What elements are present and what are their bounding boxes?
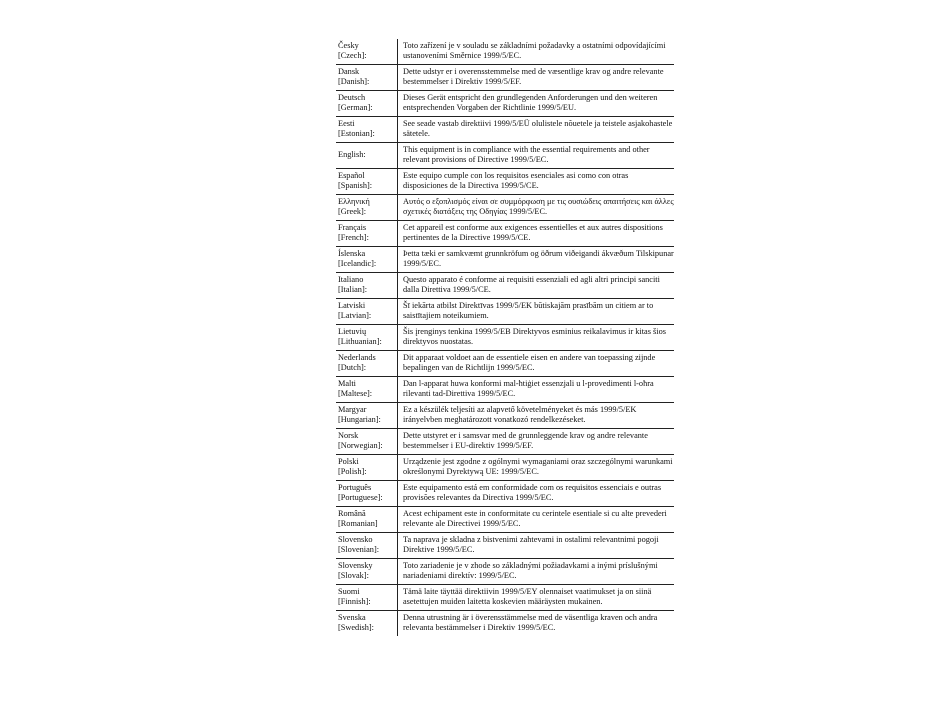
language-english-name: [French]: bbox=[338, 233, 369, 242]
declaration-text: This equipment is in compliance with the essential requirements and other relevant provisions of Directive 1999/5/EC. bbox=[398, 143, 675, 169]
language-cell bbox=[336, 273, 398, 299]
language-name: Nederlands bbox=[338, 353, 376, 362]
language-name: Français bbox=[338, 223, 367, 232]
language-english-name: [Danish]: bbox=[338, 77, 370, 86]
language-name: Norsk bbox=[338, 431, 359, 440]
language-name: Slovensko bbox=[338, 535, 373, 544]
table-row bbox=[336, 377, 674, 403]
language-cell bbox=[336, 143, 398, 169]
declaration-text: Toto zařízení je v souladu se základními požadavky a ostatními odpovídajícími ustanoveními Směrnice 1999/5/EC. bbox=[398, 39, 675, 65]
language-cell bbox=[336, 403, 398, 429]
language-name: Español bbox=[338, 171, 365, 180]
language-english-name: [Portuguese]: bbox=[338, 493, 383, 502]
language-cell bbox=[336, 247, 398, 273]
declaration-text: Αυτός ο εξοπλισμός είναι σε συμμόρφωση με τις ουσιώδεις απαιτήσεις και άλλες σχετικές διατάξεις της Οδηγίας 1999/5/EC. bbox=[398, 195, 675, 221]
language-name: Dansk bbox=[338, 67, 360, 76]
table-row bbox=[336, 117, 674, 143]
declaration-text: Tämä laite täyttää direktiivin 1999/5/EY olennaiset vaatimukset ja on siinä asetettujen muiden laitetta koskevien määräysten mukainen. bbox=[398, 585, 675, 611]
language-name: Ελληνική bbox=[338, 197, 370, 206]
language-cell bbox=[336, 195, 398, 221]
language-english-name: [Norwegian]: bbox=[338, 441, 383, 450]
language-name: English: bbox=[338, 150, 366, 159]
language-cell bbox=[336, 117, 398, 143]
language-cell bbox=[336, 559, 398, 585]
language-name: Português bbox=[338, 483, 372, 492]
declaration-text: Toto zariadenie je v zhode so základnými požiadavkami a inými príslušnými nariadeniami direktív: 1999/5/EC. bbox=[398, 559, 675, 585]
table-row bbox=[336, 585, 674, 611]
declaration-text: Dieses Gerät entspricht den grundlegenden Anforderungen und den weiteren entsprechenden Vorgaben der Richtlinie 1999/5/EU. bbox=[398, 91, 675, 117]
declaration-text: Questo apparato é conforme ai requisiti essenziali ed agli altri principi sanciti dalla Direttiva 1999/5/CE. bbox=[398, 273, 675, 299]
language-english-name: [Italian]: bbox=[338, 285, 368, 294]
declaration-text: Dette utstyret er i samsvar med de grunnleggende krav og andre relevante bestemmelser i EU-direktiv 1999/5/EF. bbox=[398, 429, 675, 455]
language-cell bbox=[336, 481, 398, 507]
language-english-name: [Maltese]: bbox=[338, 389, 373, 398]
declaration-text: Dan l-apparat huwa konformi mal-ħtiġiet essenzjali u l-provedimenti l-oħra rilevanti tad-Direttiva 1999/5/EC. bbox=[398, 377, 675, 403]
language-cell bbox=[336, 299, 398, 325]
language-cell bbox=[336, 221, 398, 247]
language-cell bbox=[336, 429, 398, 455]
language-cell bbox=[336, 507, 398, 533]
table-row bbox=[336, 299, 674, 325]
language-cell bbox=[336, 377, 398, 403]
declaration-text: Ez a készülék teljesíti az alapvető követelményeket és más 1999/5/EK irányelvben meghatározott vonatkozó rendelkezéseket. bbox=[398, 403, 675, 429]
table-row bbox=[336, 169, 674, 195]
language-english-name: [Icelandic]: bbox=[338, 259, 377, 268]
declaration-table bbox=[336, 39, 674, 636]
language-name: Slovensky bbox=[338, 561, 373, 570]
language-name: Margyar bbox=[338, 405, 367, 414]
declaration-text: Dit apparaat voldoet aan de essentiele eisen en andere van toepassing zijnde bepalingen van de Richtlijn 1999/5/EC. bbox=[398, 351, 675, 377]
language-english-name: [Finnish]: bbox=[338, 597, 371, 606]
declaration-text: Urządzenie jest zgodne z ogólnymi wymaganiami oraz szczególnymi warunkami określonymi Dyrektywą UE: 1999/5/EC. bbox=[398, 455, 675, 481]
language-english-name: [Lithuanian]: bbox=[338, 337, 382, 346]
language-english-name: [Estonian]: bbox=[338, 129, 375, 138]
language-name: Malti bbox=[338, 379, 356, 388]
language-english-name: [Spanish]: bbox=[338, 181, 373, 190]
table-row bbox=[336, 403, 674, 429]
language-cell bbox=[336, 611, 398, 637]
language-cell bbox=[336, 455, 398, 481]
language-english-name: [Romanian] bbox=[338, 519, 378, 528]
language-english-name: [Hungarian]: bbox=[338, 415, 381, 424]
declaration-text: Este equipamento está em conformidade com os requisitos essenciais e outras provisões relevantes da Directiva 1999/5/EC. bbox=[398, 481, 675, 507]
language-english-name: [Latvian]: bbox=[338, 311, 372, 320]
table-row bbox=[336, 481, 674, 507]
language-english-name: [German]: bbox=[338, 103, 373, 112]
table-row bbox=[336, 455, 674, 481]
language-cell bbox=[336, 169, 398, 195]
language-english-name: [Greek]: bbox=[338, 207, 367, 216]
declaration-text: Denna utrustning är i överensstämmelse med de väsentliga kraven och andra relevanta bestämmelser i Direktiv 1999/5/EC. bbox=[403, 613, 658, 632]
language-cell bbox=[336, 65, 398, 91]
language-cell bbox=[336, 351, 398, 377]
language-cell bbox=[336, 39, 398, 65]
language-english-name: [Polish]: bbox=[338, 467, 367, 476]
declaration-table-body bbox=[336, 39, 674, 636]
language-name: Lietuvių bbox=[338, 327, 367, 336]
language-cell bbox=[336, 325, 398, 351]
language-english-name: [Slovak]: bbox=[338, 571, 369, 580]
language-cell bbox=[336, 91, 398, 117]
table-row bbox=[336, 39, 674, 65]
declaration-text: Þetta tæki er samkvæmt grunnkröfum og öðrum viðeigandi ákvæðum Tilskipunar 1999/5/EC. bbox=[398, 247, 675, 273]
declaration-text: Šis įrenginys tenkina 1999/5/EB Direktyvos esminius reikalavimus ir kitas šios direktyvos nuostatas. bbox=[398, 325, 675, 351]
table-row bbox=[336, 533, 674, 559]
language-name: Deutsch bbox=[338, 93, 366, 102]
language-name: Eesti bbox=[338, 119, 355, 128]
table-row bbox=[336, 247, 674, 273]
table-row bbox=[336, 195, 674, 221]
table-row bbox=[336, 273, 674, 299]
declaration-text: Dette udstyr er i overensstemmelse med de væsentlige krav og andre relevante bestemmelser i Direktiv 1999/5/EF. bbox=[398, 65, 675, 91]
table-row bbox=[336, 65, 674, 91]
declaration-text: Acest echipament este in conformitate cu cerintele esentiale si cu alte prevederi relevante ale Directivei 1999/5/EC. bbox=[398, 507, 675, 533]
language-name: Română bbox=[338, 509, 366, 518]
language-name: Polski bbox=[338, 457, 359, 466]
table-row bbox=[336, 611, 674, 637]
language-english-name: [Swedish]: bbox=[338, 623, 374, 632]
declaration-text: See seade vastab direktiivi 1999/5/EÜ olulistele nõuetele ja teistele asjakohastele sätetele. bbox=[398, 117, 675, 143]
declaration-text: Este equipo cumple con los requisitos esenciales asi como con otras disposiciones de la Directiva 1999/5/CE. bbox=[398, 169, 675, 195]
table-row bbox=[336, 559, 674, 585]
language-name: Íslenska bbox=[338, 249, 366, 258]
language-english-name: [Czech]: bbox=[338, 51, 367, 60]
declaration-text: Šī iekārta atbilst Direktīvas 1999/5/EK būtiskajām prasībām un citiem ar to saistītajiem noteikumiem. bbox=[398, 299, 675, 325]
declaration-text: Ta naprava je skladna z bistvenimi zahtevami in ostalimi relevantnimi pogoji Direktive 1999/5/EC. bbox=[398, 533, 675, 559]
language-name: Italiano bbox=[338, 275, 364, 284]
table-row bbox=[336, 91, 674, 117]
language-english-name: [Slovenian]: bbox=[338, 545, 380, 554]
table-row bbox=[336, 143, 674, 169]
language-english-name: [Dutch]: bbox=[338, 363, 367, 372]
language-cell bbox=[336, 585, 398, 611]
table-row bbox=[336, 507, 674, 533]
language-name: Latviski bbox=[338, 301, 366, 310]
declaration-text: Cet appareil est conforme aux exigences essentielles et aux autres dispositions pertinentes de la Directive 1999/5/CE. bbox=[398, 221, 675, 247]
table-row bbox=[336, 221, 674, 247]
table-row bbox=[336, 325, 674, 351]
table-row bbox=[336, 429, 674, 455]
language-name: Suomi bbox=[338, 587, 360, 596]
table-row bbox=[336, 351, 674, 377]
language-name: Česky bbox=[338, 41, 359, 50]
language-name: Svenska bbox=[338, 613, 366, 622]
language-cell bbox=[336, 533, 398, 559]
